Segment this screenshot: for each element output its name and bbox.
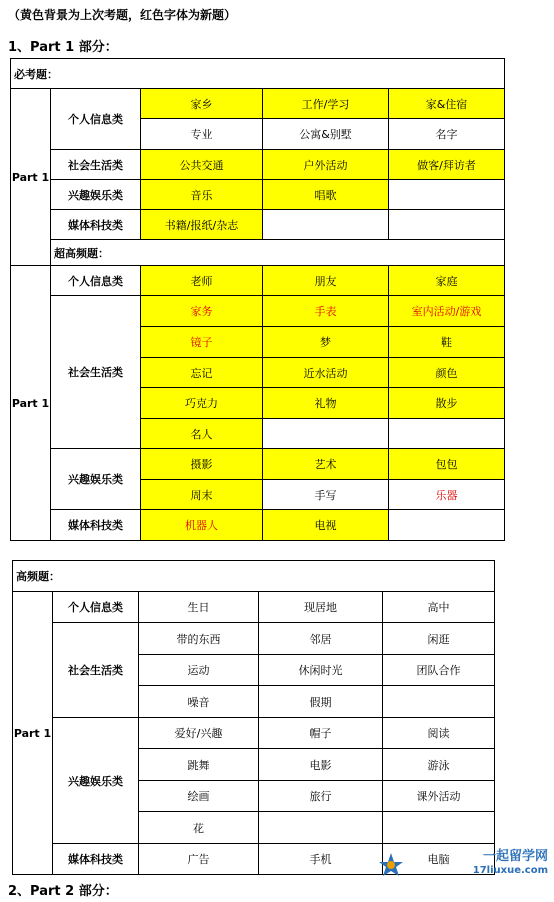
topic-cell: 近水活动 bbox=[263, 358, 389, 388]
watermark-name: 一起留学网 bbox=[482, 849, 548, 864]
star-logo-icon bbox=[378, 852, 404, 878]
category-hobby: 兴趣娱乐类 bbox=[51, 449, 141, 510]
part-label: Part 1 bbox=[11, 89, 51, 266]
topic-cell: 专业 bbox=[141, 119, 263, 150]
topic-cell: 礼物 bbox=[263, 388, 389, 419]
topic-cell: 绘画 bbox=[139, 781, 259, 812]
topic-cell bbox=[389, 510, 505, 541]
section-heading-part1: 1、Part 1 部分： bbox=[8, 40, 118, 55]
topic-cell: 做客/拜访者 bbox=[389, 150, 505, 180]
topic-cell-new: 机器人 bbox=[141, 510, 263, 541]
topic-cell: 手写 bbox=[263, 480, 389, 510]
topic-cell: 散步 bbox=[389, 388, 505, 419]
watermark-url: 17liuxue.com bbox=[472, 865, 548, 876]
category-personal: 个人信息类 bbox=[51, 89, 141, 150]
category-personal: 个人信息类 bbox=[51, 266, 141, 296]
topic-cell: 唱歌 bbox=[263, 180, 389, 210]
topic-cell bbox=[389, 180, 505, 210]
topic-cell-new: 室内活动/游戏 bbox=[389, 296, 505, 327]
topic-cell bbox=[259, 812, 383, 844]
topic-cell: 帽子 bbox=[259, 718, 383, 749]
topic-cell: 周末 bbox=[141, 480, 263, 510]
topic-cell: 巧克力 bbox=[141, 388, 263, 419]
topic-cell: 闲逛 bbox=[383, 623, 495, 655]
topic-cell: 名人 bbox=[141, 419, 263, 449]
topic-cell: 游泳 bbox=[383, 749, 495, 781]
topic-cell: 家乡 bbox=[141, 89, 263, 119]
topic-cell: 颜色 bbox=[389, 358, 505, 388]
topic-cell: 音乐 bbox=[141, 180, 263, 210]
topic-cell: 邻居 bbox=[259, 623, 383, 655]
topic-cell-new: 镜子 bbox=[141, 327, 263, 358]
section-heading-part2: 2、Part 2 部分： bbox=[8, 884, 118, 899]
category-social: 社会生活类 bbox=[53, 623, 139, 718]
part-label: Part 1 bbox=[13, 592, 53, 875]
topic-cell: 名字 bbox=[389, 119, 505, 150]
topic-cell-new: 乐器 bbox=[389, 480, 505, 510]
category-social: 社会生活类 bbox=[51, 150, 141, 180]
topic-cell bbox=[383, 686, 495, 718]
topic-cell: 艺术 bbox=[263, 449, 389, 480]
topic-cell: 电影 bbox=[259, 749, 383, 781]
topic-cell: 电视 bbox=[263, 510, 389, 541]
category-personal: 个人信息类 bbox=[53, 592, 139, 623]
topic-cell: 公寓&别墅 bbox=[263, 119, 389, 150]
topic-cell: 运动 bbox=[139, 655, 259, 686]
topic-cell: 广告 bbox=[139, 844, 259, 875]
part1-table-must-and-super bbox=[10, 58, 505, 541]
topic-cell: 包包 bbox=[389, 449, 505, 480]
topic-cell: 现居地 bbox=[259, 592, 383, 623]
topic-cell bbox=[263, 419, 389, 449]
topic-cell: 团队合作 bbox=[383, 655, 495, 686]
watermark bbox=[473, 850, 548, 878]
topic-cell bbox=[383, 812, 495, 844]
must-title: 必考题： bbox=[11, 59, 505, 89]
topic-cell: 朋友 bbox=[263, 266, 389, 296]
topic-cell: 假期 bbox=[259, 686, 383, 718]
category-media: 媒体科技类 bbox=[51, 510, 141, 541]
topic-cell: 带的东西 bbox=[139, 623, 259, 655]
topic-cell: 手机 bbox=[259, 844, 383, 875]
topic-cell-new: 家务 bbox=[141, 296, 263, 327]
topic-cell: 旅行 bbox=[259, 781, 383, 812]
topic-cell: 梦 bbox=[263, 327, 389, 358]
topic-cell: 户外活动 bbox=[263, 150, 389, 180]
part-label: Part 1 bbox=[11, 266, 51, 541]
category-media: 媒体科技类 bbox=[53, 844, 139, 875]
category-hobby: 兴趣娱乐类 bbox=[51, 180, 141, 210]
topic-cell: 摄影 bbox=[141, 449, 263, 480]
topic-cell: 休闲时光 bbox=[259, 655, 383, 686]
topic-cell: 噪音 bbox=[139, 686, 259, 718]
topic-cell: 爱好/兴趣 bbox=[139, 718, 259, 749]
category-social: 社会生活类 bbox=[51, 296, 141, 449]
super-title: 超高频题： bbox=[51, 240, 505, 266]
topic-cell bbox=[389, 419, 505, 449]
topic-cell: 生日 bbox=[139, 592, 259, 623]
topic-cell: 家庭 bbox=[389, 266, 505, 296]
topic-cell bbox=[263, 210, 389, 240]
topic-cell: 电脑 bbox=[383, 844, 495, 875]
topic-cell bbox=[389, 210, 505, 240]
topic-cell: 跳舞 bbox=[139, 749, 259, 781]
topic-cell: 忘记 bbox=[141, 358, 263, 388]
category-media: 媒体科技类 bbox=[51, 210, 141, 240]
topic-cell: 老师 bbox=[141, 266, 263, 296]
topic-cell: 花 bbox=[139, 812, 259, 844]
part1-table-high-frequency bbox=[12, 560, 495, 875]
topic-cell: 书籍/报纸/杂志 bbox=[141, 210, 263, 240]
topic-cell: 工作/学习 bbox=[263, 89, 389, 119]
category-hobby: 兴趣娱乐类 bbox=[53, 718, 139, 844]
topic-cell: 家&住宿 bbox=[389, 89, 505, 119]
topic-cell: 课外活动 bbox=[383, 781, 495, 812]
topic-cell: 鞋 bbox=[389, 327, 505, 358]
topic-cell: 阅读 bbox=[383, 718, 495, 749]
topic-cell: 公共交通 bbox=[141, 150, 263, 180]
legend-note: （黄色背景为上次考题，红色字体为新题） bbox=[8, 8, 237, 22]
high-freq-title: 高频题： bbox=[13, 561, 495, 592]
topic-cell-new: 手表 bbox=[263, 296, 389, 327]
topic-cell: 高中 bbox=[383, 592, 495, 623]
